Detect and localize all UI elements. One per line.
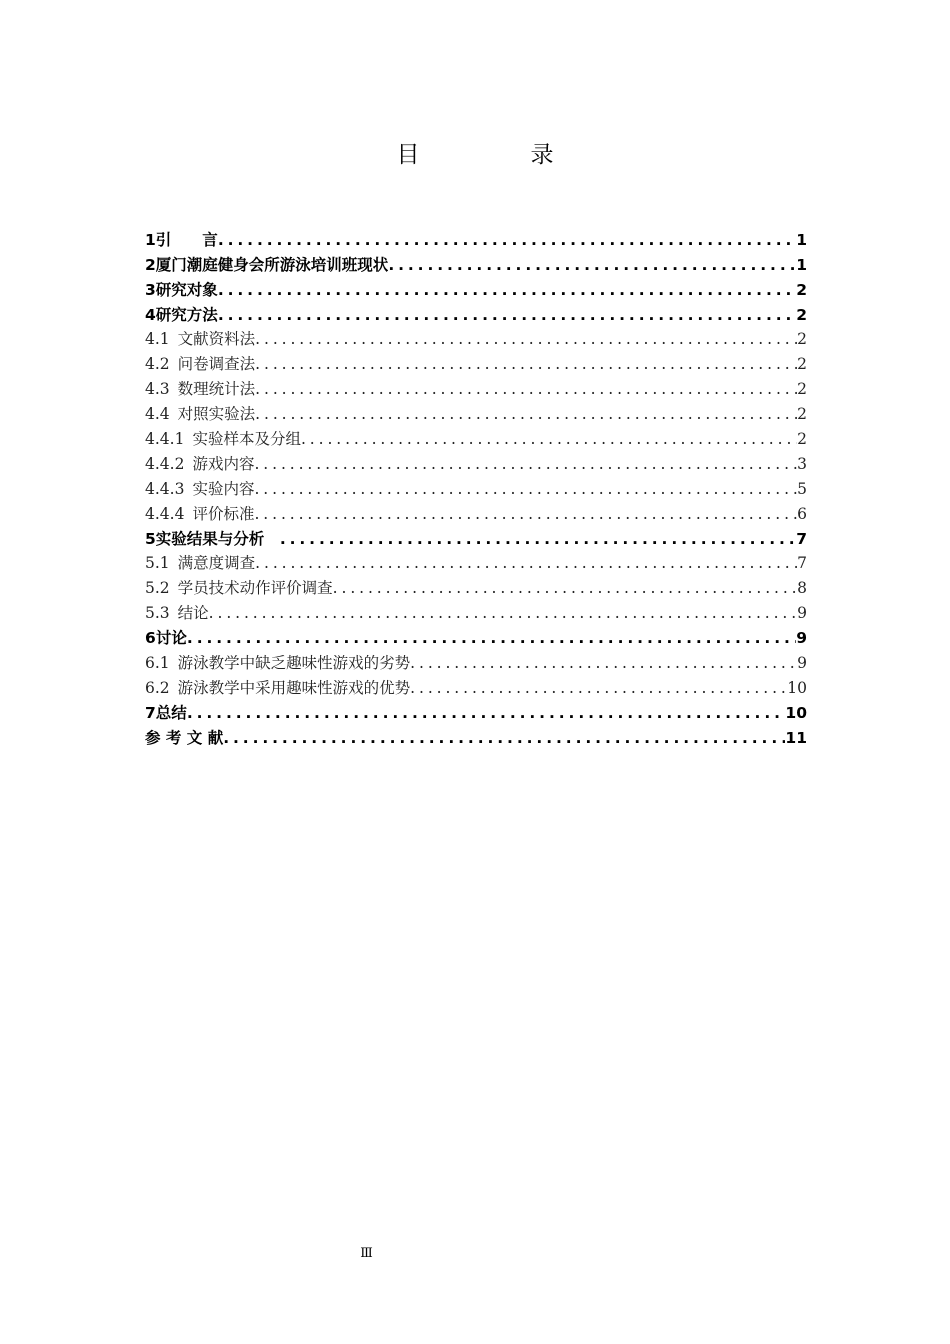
toc-entry[interactable] xyxy=(145,724,807,749)
toc-entry[interactable] xyxy=(145,251,807,276)
toc-entry-label: 参 考 文 献 xyxy=(145,728,224,747)
toc-leader-dots xyxy=(410,677,787,699)
toc-entry[interactable] xyxy=(145,350,807,375)
toc-entry-number: 5.3 xyxy=(145,604,170,623)
page-title: 目 录 xyxy=(396,142,598,168)
toc-entry-page: 2 xyxy=(797,380,807,399)
toc-entry-label: 实验结果与分析 xyxy=(155,529,280,548)
toc-entry[interactable] xyxy=(145,624,807,649)
toc-entry-label: 研究对象 xyxy=(155,280,218,299)
toc-leader-dots xyxy=(223,727,785,749)
toc-entry-page: 2 xyxy=(797,330,807,349)
toc-entry-page: 1 xyxy=(796,255,807,274)
toc-leader-dots xyxy=(388,254,796,276)
toc-entry-page: 6 xyxy=(797,504,807,523)
toc-entry-label: 满意度调查 xyxy=(177,554,256,573)
toc-entry-page: 3 xyxy=(797,454,807,473)
toc-entry-label: 实验内容 xyxy=(192,479,255,498)
toc-entry[interactable] xyxy=(145,574,807,599)
page-number: Ⅲ xyxy=(360,1246,373,1261)
toc-entry-label: 游泳教学中采用趣味性游戏的优势 xyxy=(177,678,411,697)
toc-entry-number: 2 xyxy=(145,255,156,274)
toc-leader-dots xyxy=(280,528,796,550)
toc-entry-label: 引 言 xyxy=(155,230,218,249)
toc-leader-dots xyxy=(209,602,797,624)
toc-entry[interactable] xyxy=(145,326,807,351)
toc-entry[interactable] xyxy=(145,525,807,550)
toc-entry-label: 游戏内容 xyxy=(192,454,255,473)
toc-entry[interactable] xyxy=(145,450,807,475)
toc-entry-page: 7 xyxy=(797,554,807,573)
toc-leader-dots xyxy=(255,328,797,350)
toc-entry-page: 9 xyxy=(796,629,807,648)
toc-entry-label: 研究方法 xyxy=(155,305,218,324)
toc-entry-label: 学员技术动作评价调查 xyxy=(177,579,333,598)
toc-leader-dots xyxy=(255,403,797,425)
toc-entry-number: 4.4.2 xyxy=(145,454,185,473)
toc-entry-number: 4.4.4 xyxy=(145,504,185,523)
toc-leader-dots xyxy=(255,353,797,375)
toc-entry-label: 结论 xyxy=(177,604,209,623)
toc-entry-label: 对照实验法 xyxy=(177,405,256,424)
toc-entry-label: 游泳教学中缺乏趣味性游戏的劣势 xyxy=(177,654,411,673)
toc-entry-page: 9 xyxy=(797,604,807,623)
toc-entry-label: 厦门潮庭健身会所游泳培训班现状 xyxy=(155,255,389,274)
toc-entry[interactable] xyxy=(145,276,807,301)
toc-entry-page: 2 xyxy=(797,430,807,449)
toc-leader-dots xyxy=(254,453,797,475)
toc-entry[interactable] xyxy=(145,226,807,251)
toc-entry-page: 10 xyxy=(785,703,807,722)
toc-entry-number: 4.1 xyxy=(145,330,170,349)
toc-entry-page: 2 xyxy=(796,305,807,324)
toc-entry[interactable] xyxy=(145,649,807,674)
toc-leader-dots xyxy=(187,627,796,649)
toc-leader-dots xyxy=(218,279,796,301)
toc-entry-page: 1 xyxy=(796,230,807,249)
toc-entry-label: 文献资料法 xyxy=(177,330,256,349)
toc-leader-dots xyxy=(218,304,796,326)
toc-entry-page: 5 xyxy=(797,479,807,498)
toc-leader-dots xyxy=(254,478,797,500)
toc-entry-page: 2 xyxy=(797,355,807,374)
toc-entry-number: 7 xyxy=(145,703,156,722)
toc-leader-dots xyxy=(187,702,786,724)
toc-entry-number: 1 xyxy=(145,230,156,249)
toc-entry-number: 4.4 xyxy=(145,405,170,424)
toc-entry-number: 6.2 xyxy=(145,678,170,697)
toc-leader-dots xyxy=(410,652,797,674)
toc-entry[interactable] xyxy=(145,500,807,525)
toc-leader-dots xyxy=(333,577,797,599)
toc-entry-number: 4 xyxy=(145,305,156,324)
table-of-contents xyxy=(145,226,807,749)
toc-entry-label: 讨论 xyxy=(155,629,187,648)
toc-leader-dots xyxy=(218,229,796,251)
toc-entry-page: 11 xyxy=(785,728,807,747)
toc-entry-label: 评价标准 xyxy=(192,504,255,523)
toc-leader-dots xyxy=(254,503,797,525)
toc-entry-number: 5.1 xyxy=(145,554,170,573)
toc-entry-number: 4.2 xyxy=(145,355,170,374)
toc-entry-number: 4.3 xyxy=(145,380,170,399)
toc-entry[interactable] xyxy=(145,550,807,575)
toc-leader-dots xyxy=(255,378,797,400)
toc-entry[interactable] xyxy=(145,674,807,699)
toc-entry-label: 总结 xyxy=(155,703,187,722)
toc-entry[interactable] xyxy=(145,400,807,425)
toc-entry[interactable] xyxy=(145,475,807,500)
toc-leader-dots xyxy=(255,552,797,574)
toc-entry-number: 4.4.1 xyxy=(145,430,185,449)
toc-entry-number: 4.4.3 xyxy=(145,479,185,498)
toc-entry-number: 5.2 xyxy=(145,579,170,598)
toc-entry-page: 7 xyxy=(796,529,807,548)
toc-entry-page: 10 xyxy=(787,678,807,697)
toc-entry-page: 2 xyxy=(797,405,807,424)
toc-entry-page: 8 xyxy=(797,579,807,598)
toc-entry-number: 3 xyxy=(145,280,156,299)
toc-entry[interactable] xyxy=(145,425,807,450)
toc-entry-number: 6.1 xyxy=(145,654,170,673)
toc-entry-number: 5 xyxy=(145,529,156,548)
toc-entry[interactable] xyxy=(145,599,807,624)
toc-entry-label: 问卷调查法 xyxy=(177,355,256,374)
toc-entry-label: 实验样本及分组 xyxy=(192,430,301,449)
toc-entry[interactable] xyxy=(145,699,807,724)
toc-entry[interactable] xyxy=(145,301,807,326)
toc-entry-number: 6 xyxy=(145,629,156,648)
toc-entry-page: 9 xyxy=(797,654,807,673)
toc-leader-dots xyxy=(301,428,797,450)
toc-entry-page: 2 xyxy=(796,280,807,299)
toc-entry[interactable] xyxy=(145,375,807,400)
toc-entry-label: 数理统计法 xyxy=(177,380,256,399)
